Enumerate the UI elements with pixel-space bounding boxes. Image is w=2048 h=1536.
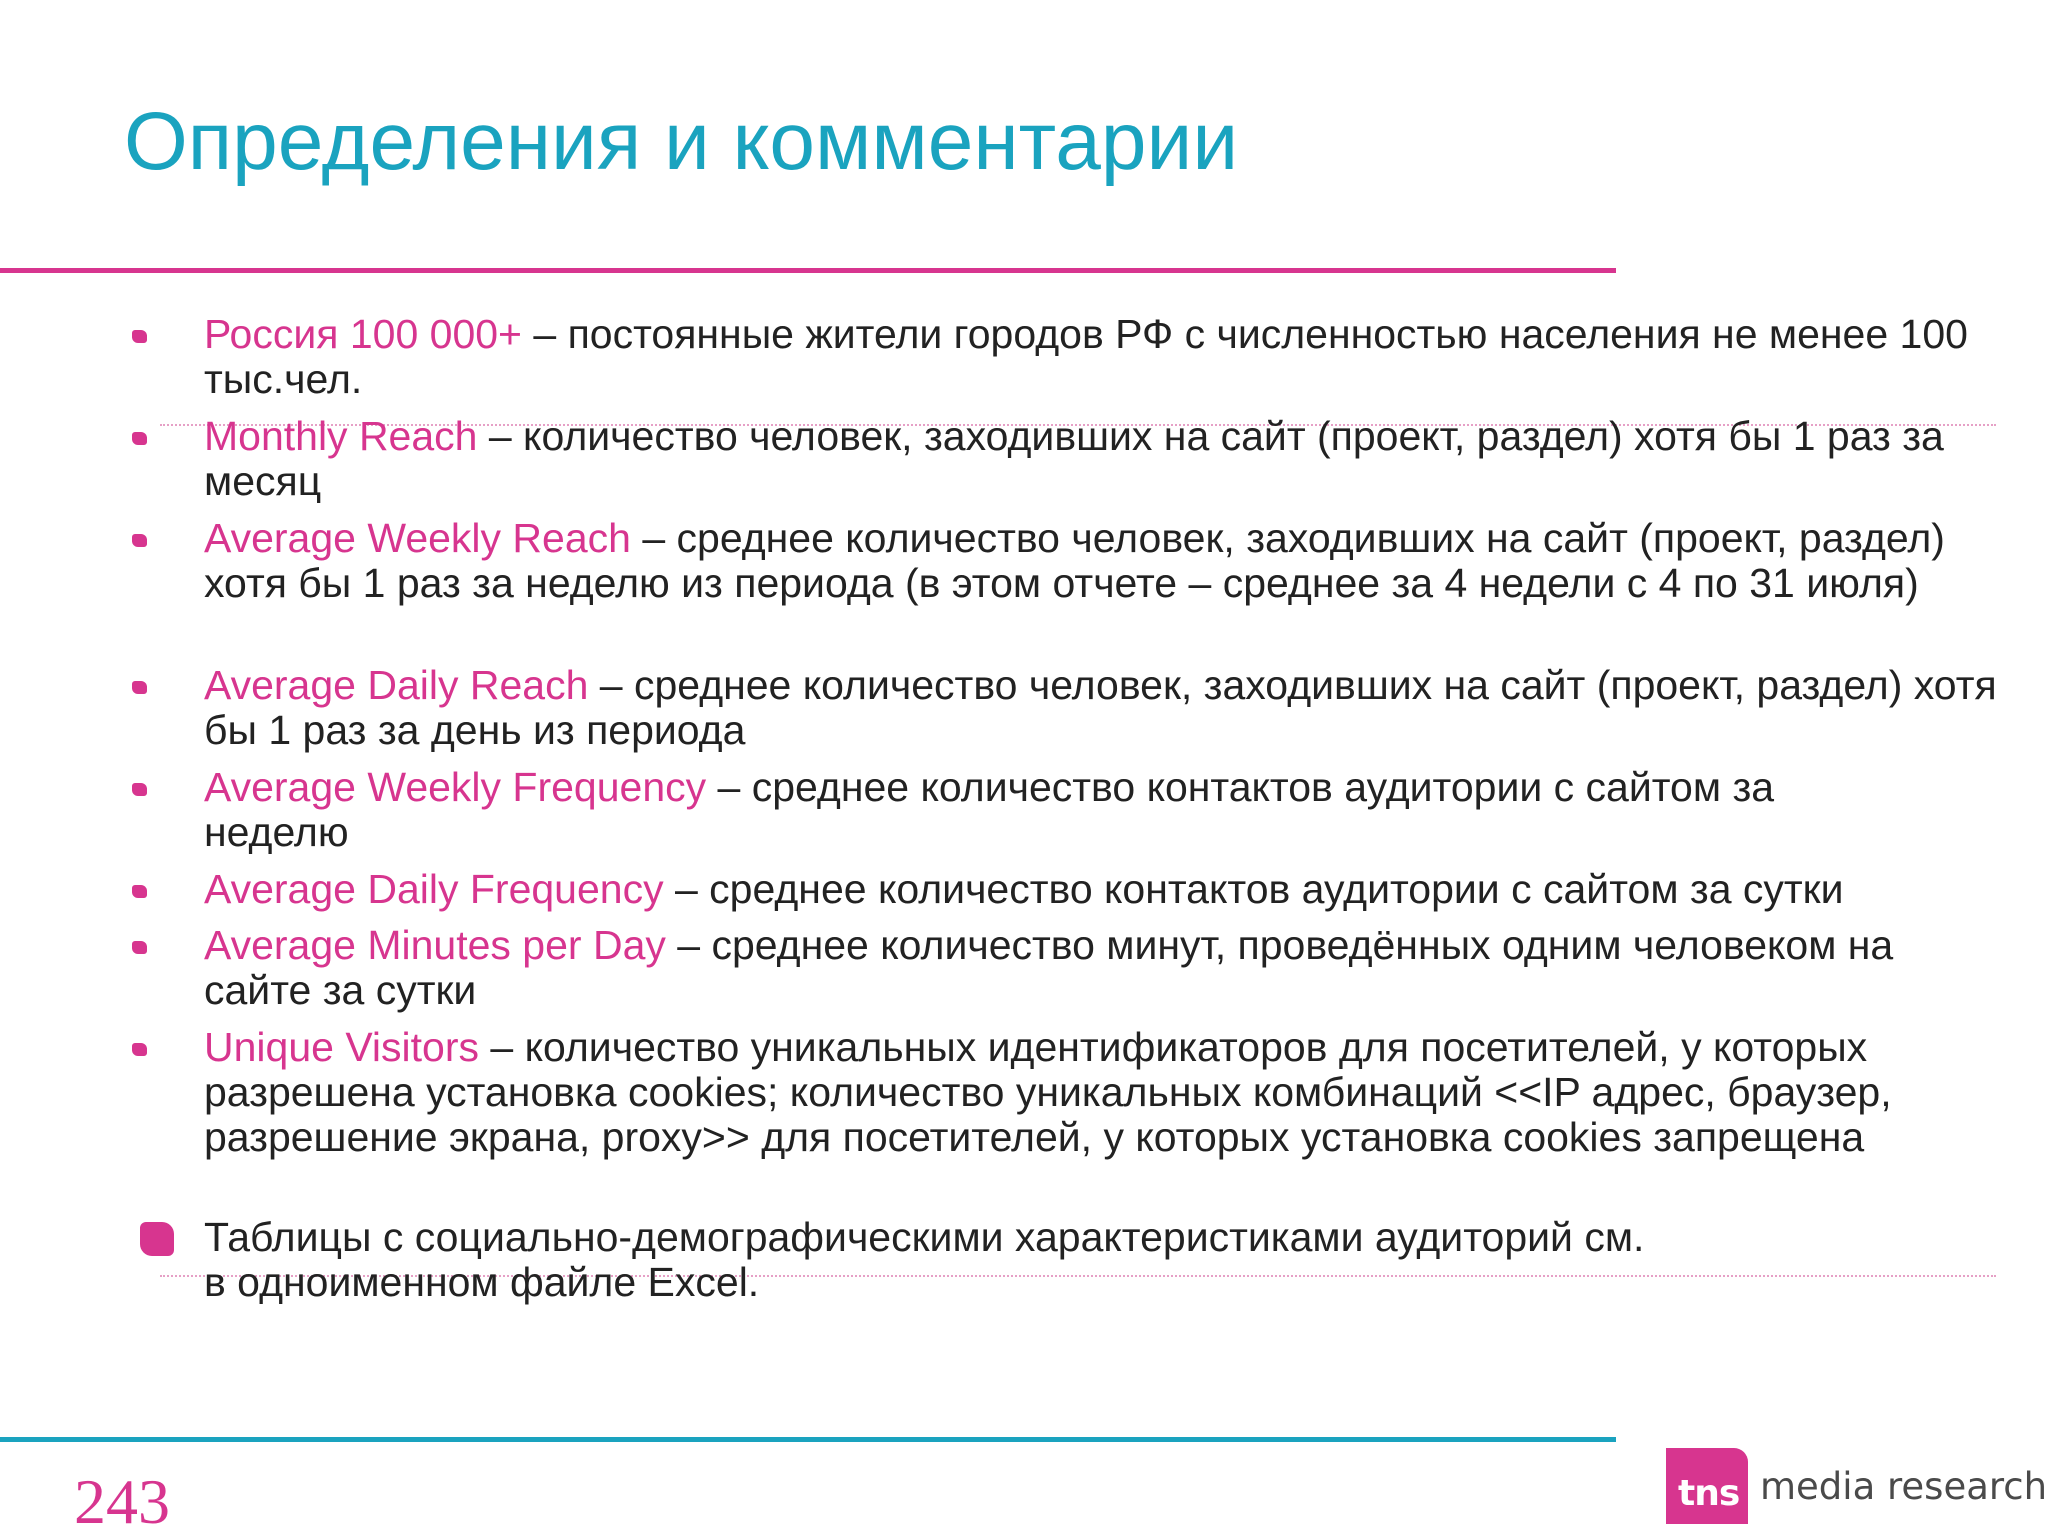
definition-item [204,414,2004,504]
bottom-divider [0,1437,1616,1442]
definition-text: – количество уникальных идентификаторов для посетителей, у которых разрешена установка cookies; количество уникальных комбинаций <<IP адрес, браузер, разрешение экрана, proxy>> для посетителей, у которых установка cookies запрещена [204,1024,1892,1160]
definition-term: Monthly Reach [204,413,478,459]
definition-text: – среднее количество минут, проведённых одним человеком на сайте за сутки [204,922,1894,1013]
logo-text: media research [1760,1465,2048,1508]
definition-term: Average Weekly Frequency [204,764,707,810]
definition-text: – среднее количество контактов аудитории с сайтом за неделю [204,764,1775,855]
definition-text: – среднее количество человек, заходивших на сайт (проект, раздел) хотя бы 1 раз за день из периода [204,662,1997,753]
bullet-icon [132,941,147,954]
definition-term: Average Daily Frequency [204,866,664,912]
page-title: Определения и комментарии [124,96,1239,187]
definition-text: – количество человек, заходивших на сайт (проект, раздел) хотя бы 1 раз за месяц [204,413,1944,504]
bullet-icon [132,885,147,898]
bullet-icon [132,330,147,343]
definition-term: Average Minutes per Day [204,922,666,968]
note-text: Таблицы с социально-демографическими характеристиками аудиторий см. в одноименном файле Excel. [204,1214,1645,1305]
definition-text: – постоянные жители городов РФ с численностью населения не менее 100 тыс.чел. [204,311,1968,402]
bullet-icon [132,1043,147,1056]
logo-mark-text: tns [1678,1473,1740,1514]
definition-term: Average Weekly Reach [204,515,631,561]
bullet-icon [132,534,147,547]
definition-item [204,312,2004,402]
logo-mark [1666,1448,1748,1524]
definition-item [204,867,2004,912]
definition-item [204,765,1904,855]
definition-text: – среднее количество контактов аудитории с сайтом за сутки [663,866,1844,912]
definition-item [204,663,2024,753]
definition-text: – среднее количество человек, заходивших на сайт (проект, раздел) хотя бы 1 раз за неделю из периода (в этом отчете – среднее за 4 недели с 4 по 31 июля) [204,515,1945,606]
definition-term: Unique Visitors [204,1024,479,1070]
top-divider [0,268,1616,273]
bullet-icon [132,432,147,445]
tns-logo [1666,1442,2048,1524]
definition-item [204,516,2004,606]
definition-term: Average Daily Reach [204,662,589,708]
definition-item [204,923,2004,1013]
definition-term: Россия 100 000+ [204,311,522,357]
definition-item [204,1025,2004,1160]
bullet-icon [132,783,147,796]
bullet-icon [132,681,147,694]
note-bullet-icon [140,1222,174,1256]
page-number: 243 [74,1466,170,1536]
